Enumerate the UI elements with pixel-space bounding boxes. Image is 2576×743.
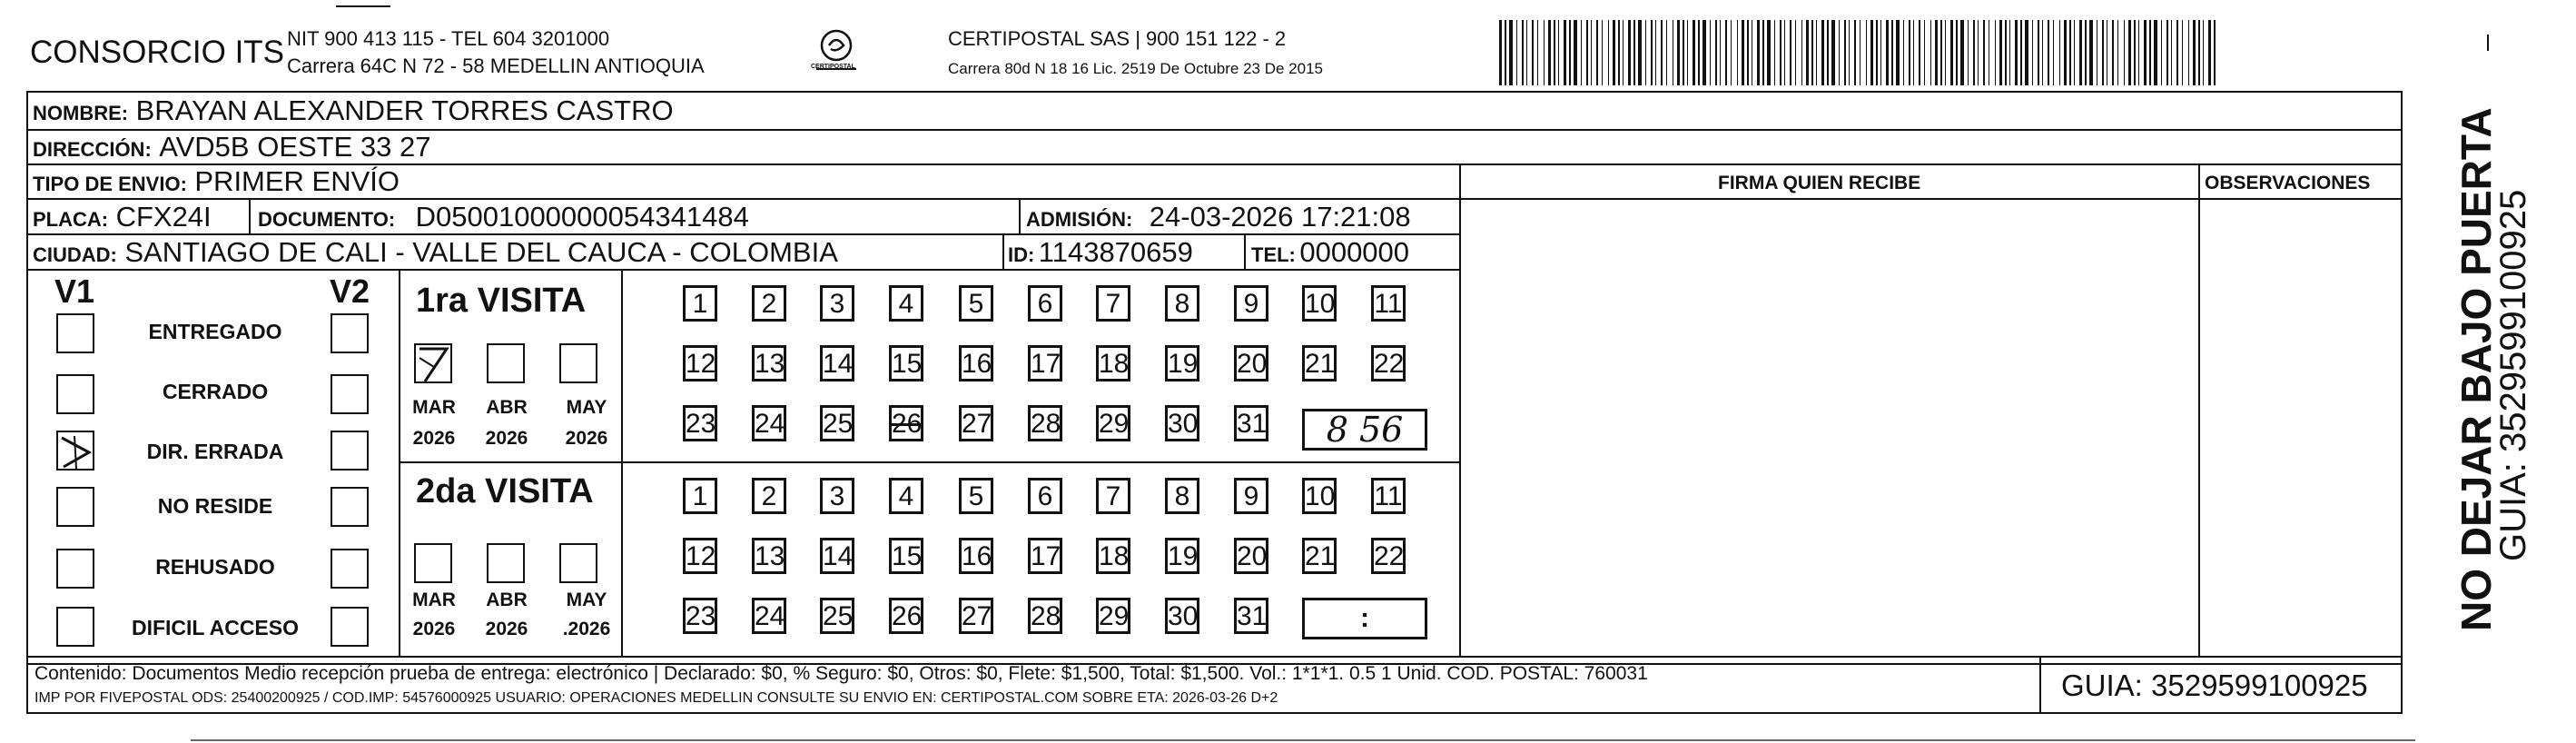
day-cell[interactable]: 6	[1028, 285, 1062, 322]
barcode-bar	[1661, 20, 1663, 85]
barcode-bar	[2048, 20, 2049, 85]
status-entregado: ENTREGADO	[148, 320, 282, 343]
day-cell[interactable]: 26	[889, 598, 923, 634]
v2-rehusado-checkbox[interactable]	[331, 549, 369, 589]
barcode-bar	[1978, 20, 1979, 85]
barcode-bar	[1924, 20, 1925, 85]
placa-sep	[249, 198, 251, 233]
barcode-bar	[2198, 20, 2200, 85]
barcode-bar	[1950, 20, 1953, 85]
id-sep	[1002, 233, 1004, 269]
barcode-bar	[2161, 20, 2162, 85]
barcode-bar	[1651, 20, 1653, 85]
barcode-bar	[1821, 20, 1824, 85]
second-visit-time: :	[1360, 603, 1369, 633]
barcode-bar	[1891, 20, 1893, 85]
firma-header: FIRMA QUIEN RECIBE	[1718, 173, 1921, 193]
day-cell[interactable]: 30	[1165, 598, 1199, 634]
day-cell[interactable]: 20	[1234, 538, 1268, 574]
day-cell[interactable]: 24	[752, 405, 786, 441]
barcode-bar	[2154, 20, 2157, 85]
nombre-value: BRAYAN ALEXANDER TORRES CASTRO	[135, 94, 674, 126]
tipo-label: TIPO DE ENVIO:	[33, 173, 187, 195]
admision-value: 24-03-2026 17:21:08	[1149, 201, 1411, 233]
barcode-bar	[1548, 20, 1551, 85]
day-cell[interactable]: 7	[1096, 478, 1130, 514]
barcode-bar	[1844, 20, 1846, 85]
barcode-bar	[2059, 20, 2060, 85]
visit2-year-may: .2026	[562, 619, 611, 639]
second-visit-title: 2da VISITA	[416, 472, 594, 510]
day-cell[interactable]: 6	[1028, 478, 1062, 514]
day-cell[interactable]: 23	[683, 598, 717, 634]
barcode-bar	[2102, 20, 2104, 85]
barcode-bar	[1742, 20, 1744, 85]
day-cell[interactable]: 15	[889, 345, 923, 381]
day-cell[interactable]: 16	[959, 538, 993, 574]
barcode-bar	[1827, 20, 1829, 85]
barcode-bar	[2128, 20, 2131, 85]
day-cell[interactable]: 31	[1234, 405, 1268, 441]
day-cell[interactable]: 14	[820, 538, 854, 574]
barcode-bar	[1569, 20, 1571, 85]
first-visit-time-box[interactable]	[1302, 409, 1427, 451]
day-cell[interactable]: 10	[1302, 285, 1337, 322]
status-rehusado: REHUSADO	[155, 555, 275, 579]
day-cell[interactable]: 5	[959, 285, 993, 322]
certipostal-logo-icon	[811, 25, 862, 80]
barcode-bar	[1880, 20, 1881, 85]
id-row	[1008, 236, 1193, 269]
admision-row	[1026, 201, 1411, 233]
day-cell[interactable]: 21	[1302, 538, 1337, 574]
barcode-bar	[1725, 20, 1727, 85]
barcode-bar	[1613, 20, 1615, 85]
nombre-label: NOMBRE:	[33, 102, 129, 124]
day-cell[interactable]: 18	[1096, 345, 1130, 381]
day-cell[interactable]: 25	[820, 598, 854, 634]
visit1-month-may: MAY	[566, 397, 607, 418]
barcode-bar	[2079, 20, 2082, 85]
barcode-bar	[2038, 20, 2039, 85]
barcode-bar	[1806, 20, 1809, 85]
day-cell[interactable]: 22	[1371, 345, 1406, 381]
day-cell[interactable]: 10	[1302, 478, 1337, 514]
handwritten-check-icon	[58, 432, 94, 471]
day-cell[interactable]: 31	[1234, 598, 1268, 634]
barcode-bar	[1581, 20, 1582, 85]
barcode-bar	[2214, 20, 2216, 85]
barcode-bar	[2089, 20, 2093, 85]
day-cell[interactable]: 30	[1165, 405, 1199, 441]
day-cell[interactable]: 8	[1165, 285, 1199, 322]
top-rule	[336, 5, 390, 7]
visit2-year-abr: 2026	[485, 619, 528, 639]
barcode-bar	[1526, 20, 1527, 85]
visit-sep	[399, 461, 1461, 463]
barcode-bar	[1983, 20, 1985, 85]
barcode-bar	[2009, 20, 2010, 85]
barcode-bar	[2138, 20, 2139, 85]
barcode-bar	[1762, 20, 1764, 85]
v2-dir-errada-checkbox[interactable]	[331, 431, 369, 471]
barcode-bar	[1715, 20, 1717, 85]
barcode-bar	[1854, 20, 1856, 85]
day-cell[interactable]: 4	[889, 285, 923, 322]
barcode-bar	[1801, 20, 1802, 85]
barcode-bar	[1919, 20, 1920, 85]
day-cell[interactable]: 27	[959, 405, 993, 441]
direccion-value: AVD5B OESTE 33 27	[159, 131, 431, 163]
barcode-bar	[1574, 20, 1577, 85]
barcode-bar	[2015, 20, 2018, 85]
barcode-bar	[1935, 20, 1938, 85]
barcode-bar	[1687, 20, 1688, 85]
barcode-bar	[1784, 20, 1785, 85]
barcode-bar	[1586, 20, 1588, 85]
visit1-abr-checkbox[interactable]	[487, 343, 525, 383]
day-cell[interactable]: 7	[1096, 285, 1130, 322]
placa-value: CFX24I	[115, 201, 212, 233]
barcode-bar	[2149, 20, 2151, 85]
barcode-bar	[2134, 20, 2136, 85]
company-name: CONSORCIO ITS	[30, 35, 285, 70]
barcode-bar	[2117, 20, 2118, 85]
barcode-bar	[1960, 20, 1964, 85]
barcode-bar	[1544, 20, 1545, 85]
side-guia: GUIA: 3529599100925	[2493, 189, 2533, 561]
day-cell[interactable]: 24	[752, 598, 786, 634]
barcode-bar	[1608, 20, 1609, 85]
bottom-rule	[191, 739, 2415, 741]
barcode-bar	[1737, 20, 1738, 85]
day-cell[interactable]: 15	[889, 538, 923, 574]
barcode-bar	[1618, 20, 1620, 85]
barcode-bar	[1602, 20, 1603, 85]
v1-no-reside-checkbox[interactable]	[56, 487, 94, 527]
barcode-bar	[2182, 20, 2183, 85]
day-cell[interactable]: 16	[959, 345, 993, 381]
barcode-bar	[1532, 20, 1534, 85]
barcode-bar	[1747, 20, 1749, 85]
barcode-bar	[1558, 20, 1559, 85]
day-cell[interactable]: 11	[1371, 285, 1406, 322]
barcode-bar	[2005, 20, 2007, 85]
day-cell[interactable]: 29	[1096, 598, 1130, 634]
barcode-bar	[1666, 20, 1667, 85]
barcode-bar	[2042, 20, 2043, 85]
day-cell[interactable]: 4	[889, 478, 923, 514]
tel-label: TEL:	[1251, 243, 1296, 266]
day-cell[interactable]: 26	[889, 405, 923, 441]
visit1-month-mar: MAR	[412, 397, 456, 418]
barcode-bar	[1645, 20, 1646, 85]
day-cell[interactable]: 13	[752, 345, 786, 381]
barcode-bar	[1956, 20, 1958, 85]
day-cell[interactable]: 17	[1028, 345, 1062, 381]
barcode-bar	[1903, 20, 1904, 85]
barcode-bar	[1554, 20, 1555, 85]
day-cell[interactable]: 8	[1165, 478, 1199, 514]
barcode-bar	[1816, 20, 1817, 85]
barcode-bar	[1628, 20, 1631, 85]
ciudad-label: CIUDAD:	[33, 243, 117, 266]
barcode-bar	[1767, 20, 1771, 85]
status-no-reside: NO RESIDE	[157, 494, 273, 518]
barcode-bar	[1591, 20, 1592, 85]
barcode-bar	[1564, 20, 1566, 85]
col-head-sep	[1459, 198, 2403, 200]
barcode-bar	[1930, 20, 1931, 85]
day-cell[interactable]: 20	[1234, 345, 1268, 381]
barcode-bar	[1968, 20, 1969, 85]
v1-entregado-checkbox[interactable]	[56, 313, 94, 353]
v1-header: V1	[54, 272, 95, 310]
barcode-bar	[2188, 20, 2189, 85]
day-cell[interactable]: 13	[752, 538, 786, 574]
day-cell[interactable]: 27	[959, 598, 993, 634]
barcode-bar	[1505, 20, 1506, 85]
placa-label: PLACA:	[33, 208, 109, 231]
barcode-bar	[2025, 20, 2028, 85]
day-cell[interactable]: 25	[820, 405, 854, 441]
barcode-bar	[1633, 20, 1635, 85]
day-cell[interactable]: 19	[1165, 538, 1199, 574]
tel-sep	[1244, 233, 1246, 269]
row-sep	[26, 233, 1461, 235]
no-dejar-warning: NO DEJAR BAJO PUERTA	[2453, 107, 2500, 631]
admision-label: ADMISIÓN:	[1026, 208, 1133, 231]
company-nit: NIT 900 413 115 - TEL 604 3201000	[287, 27, 610, 50]
barcode-bar	[1896, 20, 1900, 85]
carrier-name: CERTIPOSTAL SAS | 900 151 122 - 2	[948, 27, 1287, 50]
barcode-bar	[2074, 20, 2075, 85]
barcode-bar	[1940, 20, 1942, 85]
barcode-bar	[2112, 20, 2114, 85]
visit2-mar-checkbox[interactable]	[414, 543, 452, 583]
barcode-bar	[1886, 20, 1889, 85]
v2-header: V2	[330, 272, 370, 310]
v2-entregado-checkbox[interactable]	[331, 313, 369, 353]
day-cell[interactable]: 5	[959, 478, 993, 514]
day-cell[interactable]: 28	[1028, 405, 1062, 441]
day-cell[interactable]: 1	[683, 285, 717, 322]
barcode-bar	[1499, 20, 1502, 85]
barcode-bar	[1693, 20, 1695, 85]
id-label: ID:	[1008, 243, 1035, 266]
barcode-bar	[1655, 20, 1656, 85]
barcode-bar	[1596, 20, 1598, 85]
barcode-bar	[2032, 20, 2033, 85]
tipo-value: PRIMER ENVÍO	[194, 165, 400, 197]
barcode-bar	[1913, 20, 1914, 85]
day-cell[interactable]: 23	[683, 405, 717, 441]
direccion-label: DIRECCIÓN:	[33, 138, 152, 161]
barcode-bar	[2069, 20, 2071, 85]
day-cell[interactable]: 12	[683, 345, 717, 381]
barcode-bar	[2166, 20, 2168, 85]
barcode-bar	[1516, 20, 1517, 85]
barcode-bar	[1522, 20, 1524, 85]
row-sep	[26, 269, 1461, 271]
barcode-bar	[1623, 20, 1624, 85]
ciudad-value: SANTIAGO DE CALI - VALLE DEL CAUCA - COLOMBIA	[124, 236, 838, 268]
tipo-row	[33, 165, 400, 198]
day-cell[interactable]: 19	[1165, 345, 1199, 381]
visit1-may-checkbox[interactable]	[559, 343, 597, 383]
barcode-bar	[1757, 20, 1760, 85]
v1-dir-errada-checkbox[interactable]	[56, 431, 94, 471]
barcode-bar	[1811, 20, 1813, 85]
barcode-bar	[1703, 20, 1706, 85]
visit2-year-mar: 2026	[412, 619, 456, 639]
day-cell[interactable]: 2	[752, 478, 786, 514]
barcode-bar	[1677, 20, 1680, 85]
day-cell[interactable]: 9	[1234, 285, 1268, 322]
col-sep	[2198, 163, 2200, 656]
visit2-abr-checkbox[interactable]	[487, 543, 525, 583]
day-cell[interactable]: 14	[820, 345, 854, 381]
documento-label: DOCUMENTO:	[258, 208, 396, 231]
v2-dificil-checkbox[interactable]	[331, 607, 369, 647]
v2-no-reside-checkbox[interactable]	[331, 487, 369, 527]
barcode-bar	[1973, 20, 1975, 85]
day-cell[interactable]: 22	[1371, 538, 1406, 574]
barcode-bar	[1509, 20, 1513, 85]
tel-row	[1251, 236, 1409, 269]
visit1-year-mar: 2026	[412, 428, 456, 449]
v1-dificil-checkbox[interactable]	[56, 607, 94, 647]
barcode-bar	[1831, 20, 1835, 85]
barcode-bar	[1876, 20, 1878, 85]
handwritten-check-icon	[416, 345, 452, 383]
company-address: Carrera 64C N 72 - 58 MEDELLIN ANTIOQUIA	[287, 54, 705, 77]
barcode-bar	[1683, 20, 1684, 85]
day-cell[interactable]: 28	[1028, 598, 1062, 634]
day-cell[interactable]: 12	[683, 538, 717, 574]
barcode-bar	[1999, 20, 2002, 85]
barcode-bar	[1866, 20, 1867, 85]
documento-row	[258, 201, 749, 233]
logo-text: CERTIPOSTAL	[811, 64, 855, 70]
barcode-bar	[2020, 20, 2022, 85]
day-cell[interactable]: 17	[1028, 538, 1062, 574]
tel-value: 0000000	[1299, 236, 1410, 268]
visit2-month-abr: ABR	[486, 589, 528, 610]
barcode-bar	[2176, 20, 2178, 85]
barcode-bar	[1780, 20, 1781, 85]
v1-cerrado-checkbox[interactable]	[56, 374, 94, 414]
admision-sep	[1019, 198, 1021, 233]
id-value: 1143870659	[1038, 236, 1193, 268]
barcode-bar	[2193, 20, 2196, 85]
footer-guia: GUIA: 3529599100925	[2061, 669, 2368, 702]
placa-row	[33, 201, 212, 233]
barcode-bar	[1995, 20, 1996, 85]
barcode-bar	[1731, 20, 1732, 85]
visit1-month-abr: ABR	[486, 397, 528, 418]
barcode-bar	[1537, 20, 1538, 85]
barcode	[1499, 20, 2220, 85]
barcode-bar	[1795, 20, 1796, 85]
v1-rehusado-checkbox[interactable]	[56, 549, 94, 589]
barcode-bar	[1774, 20, 1775, 85]
header-tick	[2487, 35, 2489, 51]
visit2-month-may: MAY	[566, 589, 607, 610]
visit2-may-checkbox[interactable]	[559, 543, 597, 583]
barcode-bar	[1870, 20, 1873, 85]
barcode-bar	[1698, 20, 1700, 85]
visit1-mar-checkbox[interactable]	[414, 343, 452, 383]
barcode-bar	[2053, 20, 2054, 85]
status-dir-errada: DIR. ERRADA	[146, 440, 284, 463]
documento-value: D05001000000054341484	[415, 201, 749, 233]
status-cerrado: CERRADO	[162, 380, 269, 403]
visit1-year-abr: 2026	[485, 428, 528, 449]
day-cell[interactable]: 3	[820, 285, 854, 322]
second-visit-time-box[interactable]	[1302, 598, 1427, 639]
barcode-bar	[2064, 20, 2067, 85]
barcode-bar	[1720, 20, 1721, 85]
barcode-bar	[1710, 20, 1711, 85]
barcode-bar	[2171, 20, 2172, 85]
barcode-bar	[1790, 20, 1791, 85]
visit1-year-may: 2026	[565, 428, 608, 449]
direccion-row	[33, 131, 430, 163]
barcode-bar	[2208, 20, 2211, 85]
barcode-bar	[1909, 20, 1910, 85]
day-cell[interactable]: 1	[683, 478, 717, 514]
day-cell[interactable]: 2	[752, 285, 786, 322]
visit2-month-mar: MAR	[412, 589, 456, 610]
barcode-bar	[1839, 20, 1840, 85]
status-dificil: DIFICIL ACCESO	[131, 616, 299, 639]
barcode-bar	[1849, 20, 1850, 85]
v2-cerrado-checkbox[interactable]	[331, 374, 369, 414]
day-cell[interactable]: 9	[1234, 478, 1268, 514]
carrier-address: Carrera 80d N 18 16 Lic. 2519 De Octubre 23 De 2015	[948, 60, 1323, 77]
first-visit-time: 8 56	[1326, 410, 1404, 450]
observaciones-header: OBSERVACIONES	[2205, 173, 2371, 193]
barcode-bar	[1945, 20, 1946, 85]
barcode-bar	[2085, 20, 2087, 85]
barcode-bar	[2144, 20, 2147, 85]
barcode-bar	[2124, 20, 2125, 85]
footer-contenido: Contenido: Documentos Medio recepción prueba de entrega: electrónico | Declarado: $0, % Seguro: $0, Otros: $0, Flete: $1,500, Total: $1,500. Vol.: 1*1*1. 0.5 1 Unid. COD. POSTAL: 760031	[35, 663, 1648, 684]
ciudad-row	[33, 236, 838, 269]
day-cell[interactable]: 3	[820, 478, 854, 514]
day-cell[interactable]: 29	[1096, 405, 1130, 441]
day-cell[interactable]: 21	[1302, 345, 1337, 381]
nombre-row	[33, 94, 674, 127]
first-visit-title: 1ra VISITA	[416, 282, 587, 320]
barcode-bar	[1638, 20, 1642, 85]
barcode-bar	[2203, 20, 2204, 85]
day-cell[interactable]: 11	[1371, 478, 1406, 514]
day-cell[interactable]: 18	[1096, 538, 1130, 574]
col-sep	[1459, 163, 1461, 656]
footer-imp: IMP POR FIVEPOSTAL ODS: 25400200925 / COD.IMP: 54576000925 USUARIO: OPERACIONES MEDELLIN CONSULTE SU ENVIO EN: CERTIPOSTAL.COM SOBRE ETA: 2026-03-26 D+2	[35, 690, 1278, 706]
